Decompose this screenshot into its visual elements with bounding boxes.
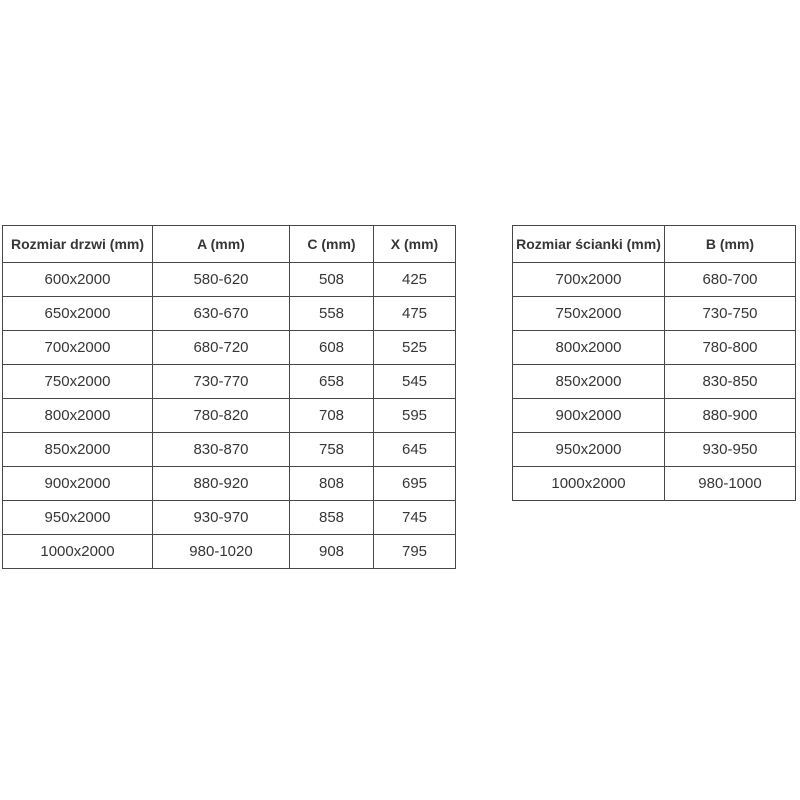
table-cell: 600x2000 (3, 263, 153, 297)
table-cell: 658 (290, 365, 374, 399)
table-cell: 858 (290, 501, 374, 535)
table-cell: 595 (374, 399, 456, 433)
table-cell: 900x2000 (3, 467, 153, 501)
table-cell: 695 (374, 467, 456, 501)
table-cell: 830-870 (153, 433, 290, 467)
table-cell: 758 (290, 433, 374, 467)
table-cell: 700x2000 (513, 263, 665, 297)
column-header: Rozmiar drzwi (mm) (3, 226, 153, 263)
table-row (513, 433, 796, 467)
table-cell: 908 (290, 535, 374, 569)
table-cell: 880-900 (665, 399, 796, 433)
column-header: Rozmiar ścianki (mm) (513, 226, 665, 263)
table-cell: 800x2000 (3, 399, 153, 433)
table-cell: 780-820 (153, 399, 290, 433)
table-cell: 880-920 (153, 467, 290, 501)
door-table-header-row (3, 226, 456, 263)
table-row (3, 331, 456, 365)
table-cell: 508 (290, 263, 374, 297)
table-cell: 830-850 (665, 365, 796, 399)
table-row (3, 433, 456, 467)
wall-table-header-row (513, 226, 796, 263)
table-row (3, 535, 456, 569)
table-cell: 645 (374, 433, 456, 467)
table-cell: 680-700 (665, 263, 796, 297)
table-cell: 808 (290, 467, 374, 501)
table-row (513, 263, 796, 297)
column-header: B (mm) (665, 226, 796, 263)
table-cell: 950x2000 (513, 433, 665, 467)
table-cell: 700x2000 (3, 331, 153, 365)
column-header: C (mm) (290, 226, 374, 263)
table-cell: 950x2000 (3, 501, 153, 535)
table-cell: 800x2000 (513, 331, 665, 365)
table-row (3, 365, 456, 399)
table-cell: 930-950 (665, 433, 796, 467)
table-cell: 750x2000 (513, 297, 665, 331)
table-cell: 525 (374, 331, 456, 365)
table-row (3, 501, 456, 535)
table-cell: 795 (374, 535, 456, 569)
table-cell: 630-670 (153, 297, 290, 331)
table-row (513, 365, 796, 399)
table-cell: 708 (290, 399, 374, 433)
table-cell: 558 (290, 297, 374, 331)
table-row (513, 399, 796, 433)
table-cell: 1000x2000 (513, 467, 665, 501)
table-row (513, 467, 796, 501)
table-cell: 900x2000 (513, 399, 665, 433)
table-cell: 608 (290, 331, 374, 365)
wall-dimensions-table (512, 225, 796, 501)
table-row (513, 297, 796, 331)
table-row (3, 467, 456, 501)
table-cell: 780-800 (665, 331, 796, 365)
table-cell: 680-720 (153, 331, 290, 365)
table-cell: 730-750 (665, 297, 796, 331)
column-header: X (mm) (374, 226, 456, 263)
table-cell: 1000x2000 (3, 535, 153, 569)
table-cell: 980-1020 (153, 535, 290, 569)
table-cell: 650x2000 (3, 297, 153, 331)
table-cell: 750x2000 (3, 365, 153, 399)
table-cell: 425 (374, 263, 456, 297)
table-cell: 745 (374, 501, 456, 535)
table-cell: 730-770 (153, 365, 290, 399)
column-header: A (mm) (153, 226, 290, 263)
door-dimensions-table (2, 225, 456, 569)
table-cell: 545 (374, 365, 456, 399)
table-cell: 850x2000 (3, 433, 153, 467)
table-cell: 930-970 (153, 501, 290, 535)
table-row (3, 297, 456, 331)
table-cell: 980-1000 (665, 467, 796, 501)
table-cell: 850x2000 (513, 365, 665, 399)
table-row (3, 263, 456, 297)
table-row (3, 399, 456, 433)
table-cell: 580-620 (153, 263, 290, 297)
table-cell: 475 (374, 297, 456, 331)
table-row (513, 331, 796, 365)
